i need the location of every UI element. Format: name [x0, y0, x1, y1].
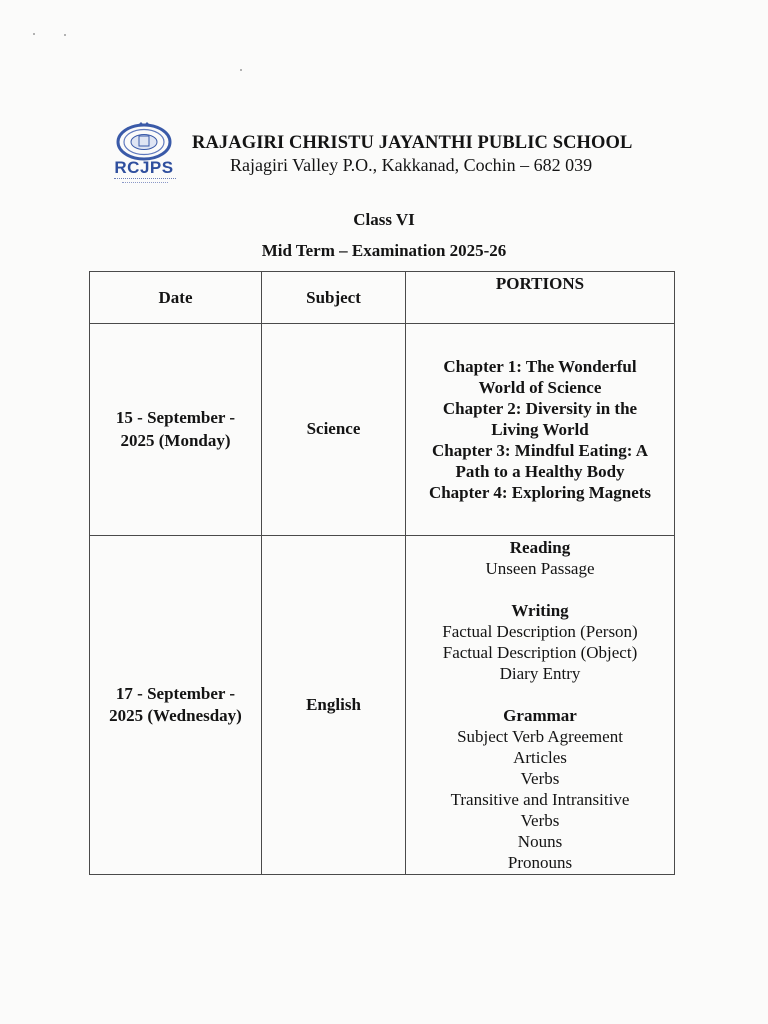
- chapter-line: Chapter 2: Diversity in the: [442, 399, 638, 418]
- logo-motto-line: [122, 182, 168, 184]
- subject-cell: English: [262, 536, 406, 875]
- portions-cell: [406, 536, 675, 875]
- portion-item: Subject Verb Agreement: [457, 727, 623, 746]
- chapter-line: Chapter 4: Exploring Magnets: [428, 483, 652, 502]
- date-header: Date: [90, 272, 262, 324]
- table-row: [90, 536, 675, 875]
- date-text: 2025 (Monday): [120, 430, 231, 450]
- date-text: 2025 (Wednesday): [109, 706, 242, 725]
- date-cell: [90, 324, 262, 536]
- subject-header: Subject: [262, 272, 406, 324]
- chapter-line: Path to a Healthy Body: [455, 462, 625, 481]
- school-address: Rajagiri Valley P.O., Kakkanad, Cochin – 682 039: [230, 155, 593, 175]
- portion-item: Factual Description (Person): [442, 622, 638, 641]
- chapter-line: World of Science: [478, 378, 602, 397]
- section-heading: Writing: [511, 601, 569, 620]
- portion-item: Unseen Passage: [485, 559, 595, 578]
- school-name: RAJAGIRI CHRISTU JAYANTHI PUBLIC SCHOOL: [192, 133, 633, 153]
- exam-schedule-table: [89, 271, 675, 875]
- scan-speck: [64, 34, 66, 36]
- logo-text: RCJPS: [114, 158, 174, 177]
- school-crest-icon: [104, 122, 184, 162]
- portion-item: Factual Description (Object): [442, 643, 638, 662]
- portion-item: Verbs: [520, 769, 560, 788]
- section-spacer: [406, 684, 674, 705]
- portion-item: Verbs: [520, 811, 560, 830]
- date-text: 17 - September -: [115, 683, 236, 703]
- portions-header: PORTIONS: [406, 272, 675, 324]
- chapter-line: Chapter 3: Mindful Eating: A: [432, 441, 648, 460]
- section-heading: Reading: [509, 538, 571, 557]
- portion-item: Diary Entry: [499, 664, 581, 683]
- section-heading: Grammar: [503, 706, 577, 725]
- date-cell: [90, 536, 262, 875]
- portion-item: Pronouns: [507, 853, 573, 872]
- subject-cell: Science: [262, 324, 406, 536]
- table-row: [90, 324, 675, 536]
- class-title: Class VI: [353, 210, 415, 229]
- school-logo: [104, 122, 184, 204]
- scan-speck: [33, 33, 35, 35]
- logo-motto-line: [114, 178, 176, 180]
- chapter-line: Chapter 1: The Wonderful: [443, 357, 637, 376]
- section-spacer: [406, 579, 674, 600]
- scan-speck: [240, 69, 242, 71]
- portion-item: Articles: [513, 748, 567, 767]
- portions-cell: [406, 324, 675, 536]
- exam-title: Mid Term – Examination 2025-26: [261, 241, 507, 260]
- table-header-row: [90, 272, 675, 324]
- portion-item: Transitive and Intransitive: [450, 790, 630, 809]
- portion-item: Nouns: [517, 832, 563, 851]
- date-text: 15 - September -: [115, 408, 236, 428]
- chapter-line: Living World: [491, 420, 589, 439]
